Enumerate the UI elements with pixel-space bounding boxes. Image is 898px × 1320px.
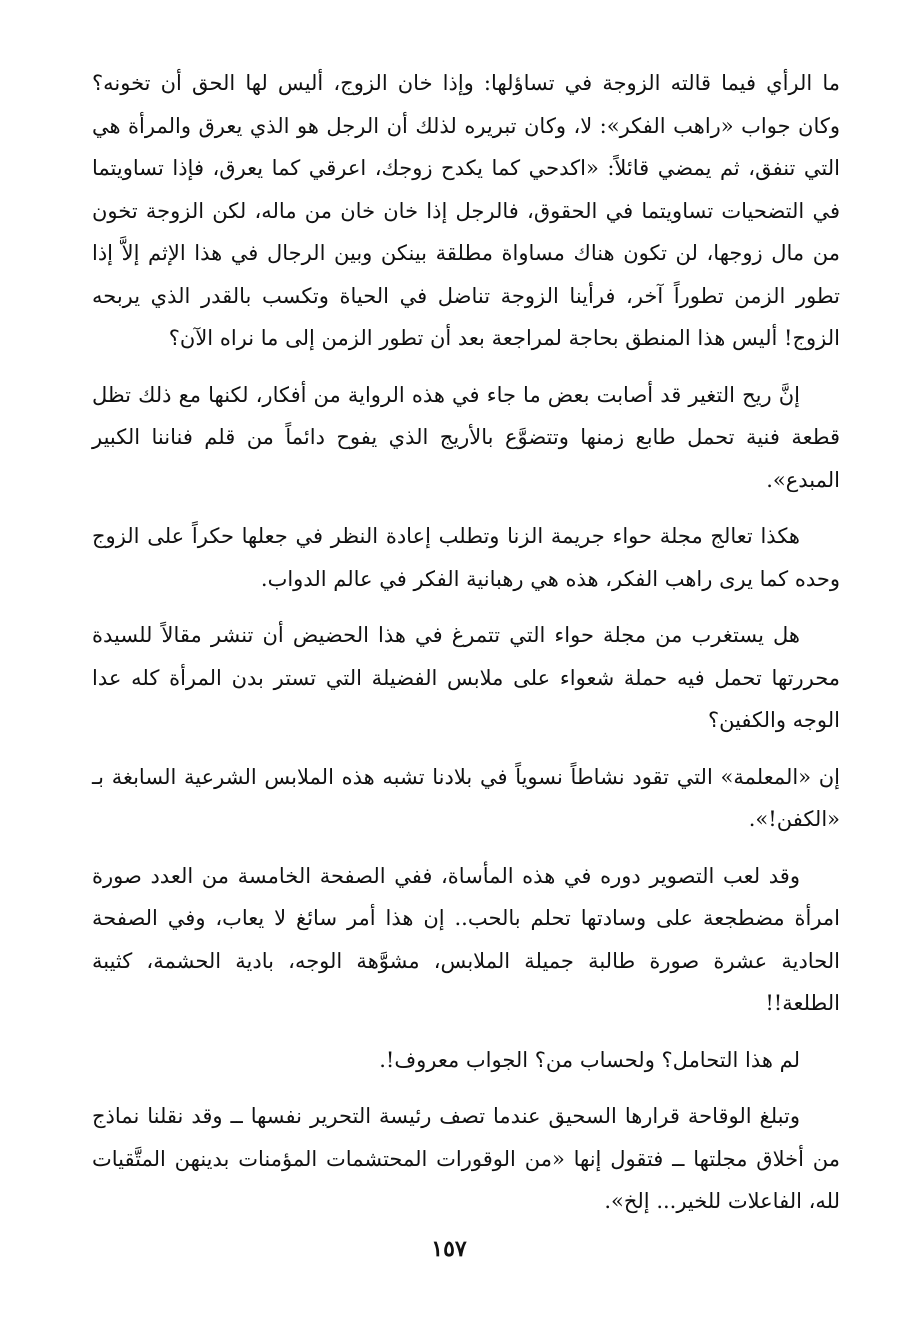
paragraph-7: لم هذا التحامل؟ ولحساب من؟ الجواب معروف!. — [379, 1047, 800, 1072]
page-number: ١٥٧ — [431, 1236, 467, 1262]
paragraph-6: وقد لعب التصوير دوره في هذه المأساة، ففي الصفحة الخامسة من العدد صورة امرأة مضطجعة على وسادتها تحلم بالحب.. إن هذا أمر سائغ لا يعاب، وفي الصفحة الحادية عشرة صورة طالبة جميلة الملابس، مشوَّهة الوجه، بادية الحشمة، كثيبة الطلعة!! — [92, 863, 840, 1015]
paragraph-3: هكذا تعالج مجلة حواء جريمة الزنا وتطلب إعادة النظر في جعلها حكراً على الزوج وحده كما يرى راهب الفكر، هذه هي رهبانية الفكر في عالم الدواب. — [92, 524, 840, 591]
paragraph-1: ما الرأي فيما قالته الزوجة في تساؤلها: وإذا خان الزوج، أليس لها الحق أن تخونه؟ وكان جواب «راهب الفكر»: لا، وكان تبريره لذلك أن الرجل هو الذي يعرق والمرأة هي التي تنفق، ثم يمضي قائلاً: «اكدحي كما يكدح زوجك، اعرقي كما يعرق، فإذا تساويتما في التضحيات تساويتما في الحقوق، فالرجل إذا خان خان من ماله، لكن الزوجة تخون من مال زوجها، لن تكون هناك مساواة مطلقة بينكن وبين الرجال في هذا الإثم إلاَّ إذا تطور الزمن تطوراً آخر، فرأينا الزوجة تناضل في الحياة وتكسب بالقدر الذي يربحه الزوج! أليس هذا المنطق بحاجة لمراجعة بعد أن تطور الزمن إلى ما نراه الآن؟ — [92, 71, 840, 350]
paragraph-2: إنَّ ريح التغير قد أصابت بعض ما جاء في هذه الرواية من أفكار، لكنها مع ذلك تظل قطعة فنية تحمل طابع زمنها وتتضوَّع بالأريج الذي يفوح دائماً من قلم فناننا الكبير المبدع». — [92, 382, 840, 492]
paragraph-8: وتبلغ الوقاحة قرارها السحيق عندما تصف رئيسة التحرير نفسها ــ وقد نقلنا نماذج من أخلاق مجلتها ــ فتقول إنها «من الوقورات المحتشمات المؤمنات بدينهن المتَّقيات لله، الفاعلات للخير... إلخ». — [92, 1104, 840, 1213]
paragraph-4: هل يستغرب من مجلة حواء التي تتمرغ في هذا الحضيض أن تنشر مقالاً للسيدة محررتها تحمل فيه حملة شعواء على ملابس الفضيلة التي تستر بدن المرأة كله عدا الوجه والكفين؟ — [92, 623, 840, 732]
paragraph-5: إن «المعلمة» التي تقود نشاطاً نسوياً في بلادنا تشبه هذه الملابس الشرعية السابغة بـ «الكفن!». — [92, 764, 841, 831]
document-page — [92, 62, 840, 1237]
